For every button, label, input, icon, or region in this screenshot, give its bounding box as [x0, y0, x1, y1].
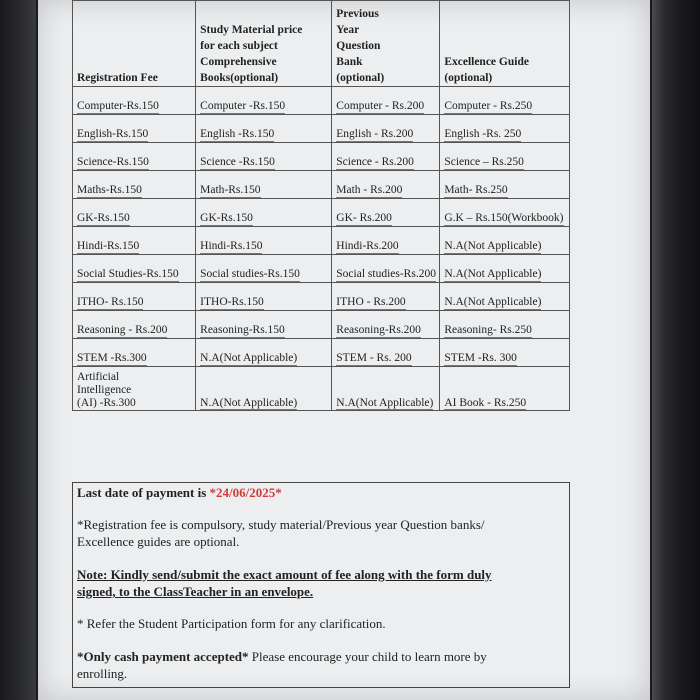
- study-material-cell: [196, 143, 332, 171]
- cell-text: Social studies-Rs.150: [200, 268, 300, 280]
- cell-text: Reasoning- Rs.250: [444, 324, 532, 336]
- study-material-cell: [196, 227, 332, 255]
- question-bank-cell: [332, 283, 440, 311]
- excellence-guide-cell: [440, 339, 570, 367]
- header-line: Comprehensive: [200, 56, 277, 68]
- right-background: [652, 0, 700, 700]
- left-background: [0, 0, 36, 700]
- cell-text: N.A(Not Applicable): [444, 296, 542, 308]
- question-bank-cell: [332, 199, 440, 227]
- cash-payment-note-line-2: enrolling.: [77, 666, 128, 681]
- optional-note-line-2: Excellence guides are optional.: [77, 534, 240, 549]
- excellence-guide-cell: [440, 311, 570, 339]
- payment-notes-box: [72, 482, 570, 688]
- question-bank-cell: [332, 367, 440, 411]
- question-bank-cell: [332, 311, 440, 339]
- cell-text: Social Studies-Rs.150: [77, 268, 179, 280]
- submission-note-line-2: signed, to the ClassTeacher in an envelope.: [77, 584, 314, 599]
- deadline-label: Last date of payment is: [77, 485, 210, 500]
- cell-text: Hindi-Rs.150: [77, 240, 140, 252]
- study-material-cell: [196, 283, 332, 311]
- cell-text: Computer - Rs.250: [444, 100, 533, 112]
- question-bank-cell: [332, 115, 440, 143]
- cell-text: Math- Rs.250: [444, 184, 508, 196]
- question-bank-cell: [332, 227, 440, 255]
- excellence-guide-cell: [440, 87, 570, 115]
- fee-table: [72, 0, 570, 411]
- table-row: [73, 311, 570, 339]
- refer-form-note: * Refer the Student Participation form for any clarification.: [77, 616, 386, 631]
- registration-fee-cell: [73, 199, 196, 227]
- excellence-guide-cell: [440, 199, 570, 227]
- study-material-cell: [196, 367, 332, 411]
- cash-payment-note-line-1: [77, 649, 561, 665]
- header-registration-fee: [73, 1, 196, 87]
- registration-fee-cell: [73, 171, 196, 199]
- table-row: [73, 255, 570, 283]
- registration-fee-cell: [73, 87, 196, 115]
- question-bank-cell: [332, 87, 440, 115]
- cell-text: Hindi-Rs.200: [336, 240, 399, 252]
- cell-text: English-Rs.150: [77, 128, 149, 140]
- cell-text: Reasoning - Rs.200: [77, 324, 168, 336]
- question-bank-cell: [332, 171, 440, 199]
- cell-text: Science-Rs.150: [77, 156, 149, 168]
- study-material-cell: [196, 171, 332, 199]
- cell-text: Maths-Rs.150: [77, 184, 142, 196]
- cell-text: Computer-Rs.150: [77, 100, 159, 112]
- cell-text: ITHO-Rs.150: [200, 296, 264, 308]
- ai-label-line: (AI) -Rs.300: [77, 397, 136, 409]
- cell-text: GK-Rs.150: [77, 212, 130, 224]
- cell-text: AI Book - Rs.250: [444, 397, 527, 409]
- cell-text: STEM -Rs.300: [77, 352, 147, 364]
- cell-text: N.A(Not Applicable): [444, 240, 542, 252]
- registration-fee-cell: [73, 339, 196, 367]
- excellence-guide-cell: [440, 367, 570, 411]
- cell-text: N.A(Not Applicable): [336, 397, 434, 409]
- excellence-guide-cell: [440, 255, 570, 283]
- registration-fee-cell: [73, 283, 196, 311]
- cell-text: STEM - Rs. 200: [336, 352, 412, 364]
- table-row: [73, 143, 570, 171]
- submission-note-line-1: Note: Kindly send/submit the exact amount of fee along with the form duly: [77, 567, 492, 582]
- cell-text: Reasoning-Rs.150: [200, 324, 285, 336]
- study-material-cell: [196, 339, 332, 367]
- optional-note-line-1: *Registration fee is compulsory, study material/Previous year Question banks/: [77, 517, 485, 532]
- document-page: [38, 0, 650, 700]
- cell-text: N.A(Not Applicable): [444, 268, 542, 280]
- study-material-cell: [196, 199, 332, 227]
- table-row: [73, 283, 570, 311]
- question-bank-cell: [332, 143, 440, 171]
- header-line: for each subject: [200, 40, 278, 52]
- table-row: [73, 339, 570, 367]
- question-bank-cell: [332, 339, 440, 367]
- header-line: Excellence Guide: [444, 56, 529, 68]
- excellence-guide-cell: [440, 227, 570, 255]
- cell-text: Computer -Rs.150: [200, 100, 286, 112]
- deadline-date: *24/06/2025*: [209, 485, 282, 500]
- registration-fee-cell: [73, 311, 196, 339]
- study-material-cell: [196, 255, 332, 283]
- cell-text: Reasoning-Rs.200: [336, 324, 421, 336]
- cell-text: Science – Rs.250: [444, 156, 524, 168]
- table-row: [73, 87, 570, 115]
- cash-only-label: *Only cash payment accepted*: [77, 649, 249, 664]
- question-bank-cell: [332, 255, 440, 283]
- table-row: [73, 171, 570, 199]
- registration-fee-cell: [73, 255, 196, 283]
- cell-text: GK- Rs.200: [336, 212, 392, 224]
- ai-label-line: Intelligence: [77, 384, 132, 396]
- cell-text: English -Rs. 250: [444, 128, 522, 140]
- ai-label-line: Artificial: [77, 371, 120, 383]
- header-line: Study Material price: [200, 24, 303, 36]
- table-header-row: [73, 1, 570, 87]
- header-line: Bank: [336, 56, 363, 68]
- header-line: Registration Fee: [77, 72, 158, 84]
- payment-deadline: [77, 485, 561, 501]
- header-line: (optional): [444, 72, 493, 84]
- cell-text: N.A(Not Applicable): [200, 352, 298, 364]
- cell-text: Social studies-Rs.200: [336, 268, 436, 280]
- table-row: [73, 199, 570, 227]
- cell-text: Science - Rs.200: [336, 156, 414, 168]
- table-row-ai: [73, 367, 570, 411]
- header-line: (optional): [336, 72, 385, 84]
- cell-text: English - Rs.200: [336, 128, 414, 140]
- cell-text: Math-Rs.150: [200, 184, 261, 196]
- study-material-cell: [196, 311, 332, 339]
- cell-text: Math - Rs.200: [336, 184, 403, 196]
- cell-text: G.K – Rs.150(Workbook): [444, 212, 564, 224]
- registration-fee-cell: [73, 143, 196, 171]
- cell-text: Science -Rs.150: [200, 156, 275, 168]
- cell-text: Hindi-Rs.150: [200, 240, 263, 252]
- encourage-text: Please encourage your child to learn more by: [248, 649, 487, 664]
- study-material-cell: [196, 115, 332, 143]
- excellence-guide-cell: [440, 143, 570, 171]
- cell-text: GK-Rs.150: [200, 212, 253, 224]
- cell-text: English -Rs.150: [200, 128, 275, 140]
- table-row: [73, 227, 570, 255]
- cell-text: ITHO- Rs.150: [77, 296, 144, 308]
- excellence-guide-cell: [440, 283, 570, 311]
- header-question-bank: [332, 1, 440, 87]
- cell-text: Computer - Rs.200: [336, 100, 425, 112]
- header-line: Year: [336, 24, 360, 36]
- cell-text: N.A(Not Applicable): [200, 397, 298, 409]
- registration-fee-cell: [73, 227, 196, 255]
- registration-fee-cell: [73, 367, 196, 411]
- cell-text: STEM -Rs. 300: [444, 352, 517, 364]
- table-row: [73, 115, 570, 143]
- header-line: Books(optional): [200, 72, 279, 84]
- header-excellence-guide: [440, 1, 570, 87]
- header-study-material: [196, 1, 332, 87]
- registration-fee-cell: [73, 115, 196, 143]
- cell-text: ITHO - Rs.200: [336, 296, 406, 308]
- header-line: Previous: [336, 8, 379, 20]
- excellence-guide-cell: [440, 115, 570, 143]
- excellence-guide-cell: [440, 171, 570, 199]
- study-material-cell: [196, 87, 332, 115]
- header-line: Question: [336, 40, 381, 52]
